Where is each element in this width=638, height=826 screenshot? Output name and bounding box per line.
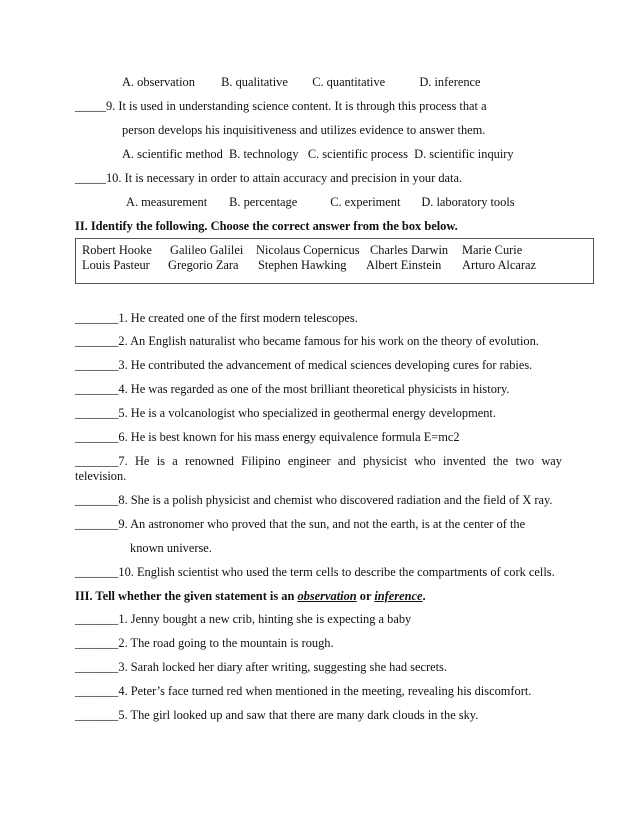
answer-blank[interactable]: _______ xyxy=(75,311,119,325)
part2-item-10: _______10. English scientist who used the term cells to describe the compartments of cork cells. xyxy=(75,565,555,579)
choice-d: D. inference xyxy=(419,75,481,89)
answer-blank[interactable]: _______ xyxy=(75,517,119,531)
part2-item-7-line1: _______7. He is a renowned Filipino engineer and physicist who invented the two way xyxy=(75,454,562,468)
answer-blank[interactable]: _______ xyxy=(75,565,119,579)
name-robert-hooke: Robert Hooke xyxy=(82,243,152,257)
answer-blank[interactable]: _______ xyxy=(75,708,119,722)
part3-item-2: _______2. The road going to the mountain is rough. xyxy=(75,636,334,650)
q9-choices: A. scientific method B. technology C. scientific process D. scientific inquiry xyxy=(122,147,514,161)
answer-box xyxy=(75,238,594,284)
choice-a: A. measurement xyxy=(126,195,208,209)
choice-a: A. observation xyxy=(122,75,195,89)
answer-blank[interactable]: _____ xyxy=(75,171,106,185)
q8-choices xyxy=(122,75,481,90)
q9-line2: person develops his inquisitiveness and utilizes evidence to answer them. xyxy=(122,123,486,137)
answer-blank[interactable]: _______ xyxy=(75,493,119,507)
part2-item-2: _______2. An English naturalist who became famous for his work on the theory of evolution. xyxy=(75,334,539,348)
answer-blank[interactable]: _______ xyxy=(75,430,119,444)
answer-blank[interactable]: _______ xyxy=(75,406,119,420)
part3-item-3: _______3. Sarah locked her diary after writing, suggesting she had secrets. xyxy=(75,660,447,674)
answer-blank[interactable]: _______ xyxy=(75,382,119,396)
part3-item-5: _______5. The girl looked up and saw that there are many dark clouds in the sky. xyxy=(75,708,479,722)
choice-b: B. qualitative xyxy=(221,75,288,89)
name-galileo-galilei: Galileo Galilei xyxy=(170,243,244,257)
q10-line1: _____10. It is necessary in order to attain accuracy and precision in your data. xyxy=(75,171,463,185)
choice-c: C. quantitative xyxy=(312,75,386,89)
part2-item-5: _______5. He is a volcanologist who specialized in geothermal energy development. xyxy=(75,406,496,420)
answer-blank[interactable]: _______ xyxy=(75,334,119,348)
choice-c: C. experiment xyxy=(330,195,401,209)
part2-heading: II. Identify the following. Choose the correct answer from the box below. xyxy=(75,219,458,233)
q10-choices xyxy=(126,195,515,210)
part2-item-8: _______8. She is a polish physicist and chemist who discovered radiation and the field of X ray. xyxy=(75,493,553,507)
choice-d: D. laboratory tools xyxy=(421,195,515,209)
word-observation: observation xyxy=(297,589,357,603)
part2-item-9-line2: known universe. xyxy=(130,541,212,555)
part3-item-1: _______1. Jenny bought a new crib, hinting she is expecting a baby xyxy=(75,612,412,626)
name-marie-curie: Marie Curie xyxy=(462,243,523,257)
name-stephen-hawking: Stephen Hawking xyxy=(258,258,347,272)
answer-blank[interactable]: _______ xyxy=(75,684,119,698)
part2-item-9-line1: _______9. An astronomer who proved that the sun, and not the earth, is at the center of the xyxy=(75,517,526,531)
q9-line1: _____9. It is used in understanding science content. It is through this process that a xyxy=(75,99,487,113)
answer-blank[interactable]: _______ xyxy=(75,636,119,650)
part3-heading: III. Tell whether the given statement is an observation or inference. xyxy=(75,589,426,603)
part2-item-3: _______3. He contributed the advancement of medical sciences developing cures for rabies. xyxy=(75,358,533,372)
part2-item-4: _______4. He was regarded as one of the most brilliant theoretical physicists in history. xyxy=(75,382,510,396)
answer-blank[interactable]: _______ xyxy=(75,612,119,626)
answer-blank[interactable]: _____ xyxy=(75,99,106,113)
word-inference: inference xyxy=(374,589,423,603)
part2-item-1: _______1. He created one of the first modern telescopes. xyxy=(75,311,358,325)
name-louis-pasteur: Louis Pasteur xyxy=(82,258,150,272)
answer-blank[interactable]: _______ xyxy=(75,660,119,674)
part3-item-4: _______4. Peter’s face turned red when mentioned in the meeting, revealing his discomfort. xyxy=(75,684,532,698)
name-gregorio-zara: Gregorio Zara xyxy=(168,258,239,272)
name-nicolaus-copernicus: Nicolaus Copernicus xyxy=(256,243,360,257)
part2-item-6: _______6. He is best known for his mass energy equivalence formula E=mc2 xyxy=(75,430,460,444)
name-charles-darwin: Charles Darwin xyxy=(370,243,449,257)
name-albert-einstein: Albert Einstein xyxy=(366,258,442,272)
answer-blank[interactable]: _______ xyxy=(75,358,119,372)
choice-b: B. percentage xyxy=(229,195,298,209)
part2-item-7-line2: television. xyxy=(75,469,127,483)
name-arturo-alcaraz: Arturo Alcaraz xyxy=(462,258,536,272)
